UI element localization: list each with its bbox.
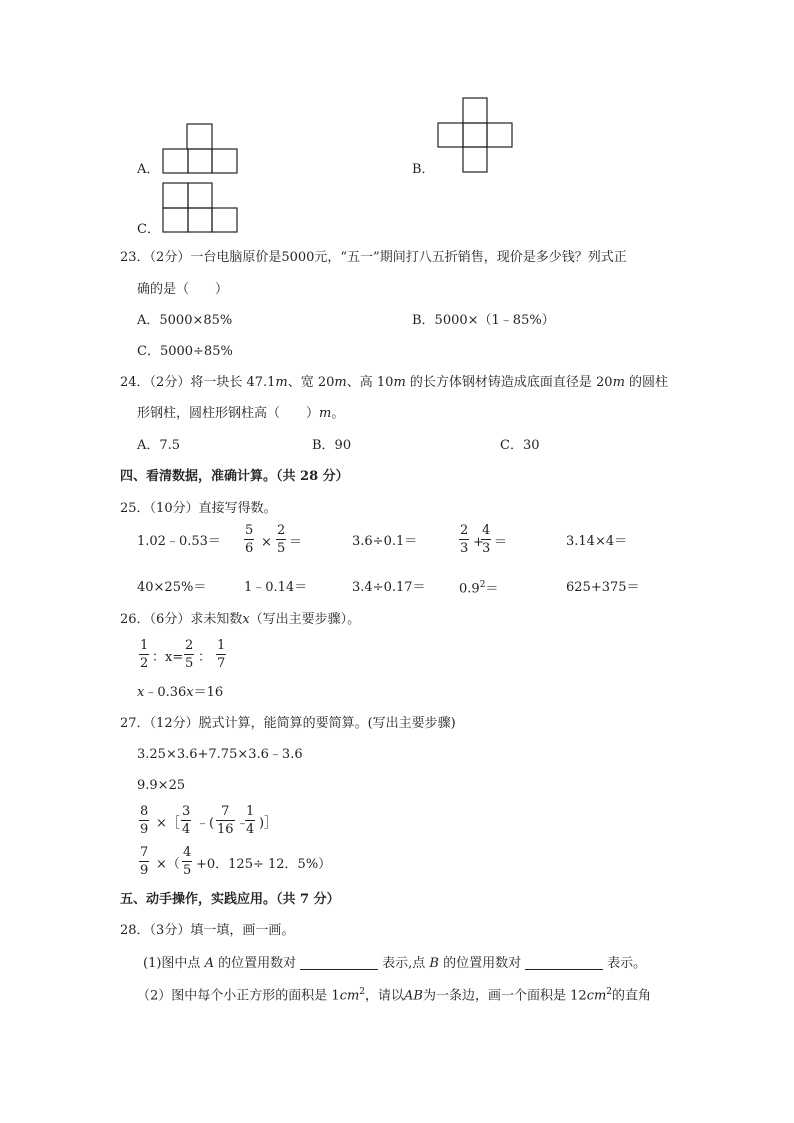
q28-answer-blank-b[interactable] xyxy=(525,957,603,970)
q23-text-line2: 确的是（ ） xyxy=(137,282,229,297)
q26-title: 26．（6分）求未知数x（写出主要步骤）。 xyxy=(120,612,361,627)
q23-option-b[interactable]: B．5000×（1﹣85%） xyxy=(412,313,555,328)
q27-expression-1: 3.25×3.6+7.75×3.6﹣3.6 xyxy=(137,747,303,762)
q23-text-line1: 23．（2分）一台电脑原价是5000元，“五一”期间打八五折销售，现价是多少钱？列式正 xyxy=(120,250,627,265)
q28-part2: （2）图中每个小正方形的面积是 $1cm^2$，请以AB为一条边，画一个面积是 $12cm^2$的直角 xyxy=(137,987,652,1004)
q27-e3-fraction-8-9: $\frac{8}{9}$ xyxy=(140,804,149,837)
q27-expression-2: 9.9×25 xyxy=(137,778,186,793)
q25-equals-1: ＝ xyxy=(289,535,303,550)
q25-times-sign: × xyxy=(261,535,272,550)
q22-option-b-label[interactable]: B． xyxy=(412,162,435,177)
q25-item-5: 3.14×4＝ xyxy=(566,534,628,549)
q28-part1: (1)图中点 A 的位置用数对 表示,点 B 的位置用数对 表示。 xyxy=(143,956,647,971)
q25-item-10: 625+375＝ xyxy=(566,580,640,595)
q22-option-c-figure xyxy=(162,182,240,234)
q27-e3-part4: )］ xyxy=(259,816,278,831)
q27-e3-part1: ×［ xyxy=(156,816,180,831)
q26-eq1-middle: ：x= xyxy=(152,650,184,665)
q27-e4-fraction-4-5: $\frac{4}{5}$ xyxy=(183,845,192,878)
q23-option-c[interactable]: C．5000÷85% xyxy=(137,344,233,359)
q22-option-a-label[interactable]: A． xyxy=(137,162,160,177)
q27-e3-fraction-3-4: $\frac{3}{4}$ xyxy=(182,804,191,837)
q25-fraction-5-6: $\frac{5}{6}$ xyxy=(245,523,254,556)
q24-option-a[interactable]: A．7.5 xyxy=(137,438,181,453)
q25-item-9: $0.9^2=$ xyxy=(459,580,499,597)
q24-option-c[interactable]: C．30 xyxy=(500,438,540,453)
q27-e4-part1: ×（ xyxy=(156,857,180,872)
q25-item-3: 3.6÷0.1＝ xyxy=(352,534,418,549)
q24-text-line1: 24．（2分）将一块长 47.1m、宽 20m、高 10m 的长方体钢材铸造成底面直径是 20m 的圆柱 xyxy=(120,375,669,390)
q27-e3-part3: ﹣ xyxy=(236,816,250,831)
q25-equals-2: ＝ xyxy=(494,535,508,550)
q25-fraction-2-3: $\frac{2}{3}$ xyxy=(460,523,469,556)
q27-e4-part2: +0．125÷ 12．5%） xyxy=(196,857,332,872)
q25-fraction-4-3: $\frac{4}{3}$ xyxy=(482,523,491,556)
q23-option-a[interactable]: A．5000×85% xyxy=(137,313,233,328)
q27-e3-part2: ﹣( xyxy=(196,816,215,831)
section5-heading: 五、动手操作，实践应用。（共 7 分） xyxy=(120,892,340,907)
q22-option-b-figure xyxy=(437,97,515,175)
q25-fraction-2-5: $\frac{2}{5}$ xyxy=(277,523,286,556)
q26-equation-2: x﹣0.36x＝16 xyxy=(137,685,224,700)
q25-title: 25．（10分）直接写得数。 xyxy=(120,501,277,516)
q27-e3-fraction-7-16: $\frac{7}{16}$ xyxy=(217,804,234,837)
q26-fraction-2-5: $\frac{2}{5}$ xyxy=(185,638,194,671)
q28-title: 28．（3分）填一填，画一画。 xyxy=(120,923,295,938)
q28-answer-blank-a[interactable] xyxy=(300,957,378,970)
q24-option-b[interactable]: B．90 xyxy=(312,438,352,453)
q25-item-1: 1.02﹣0.53＝ xyxy=(137,534,221,549)
q22-option-a-figure xyxy=(162,123,240,175)
q26-fraction-1-2: $\frac{1}{2}$ xyxy=(140,638,149,671)
q26-eq1-colon: ： xyxy=(198,650,212,665)
q27-e4-fraction-7-9: $\frac{7}{9}$ xyxy=(140,845,149,878)
q25-item-6: 40×25%＝ xyxy=(137,580,207,595)
q26-fraction-1-7: $\frac{1}{7}$ xyxy=(217,638,226,671)
q24-text-line2: 形钢柱，圆柱形钢柱高（ ）m。 xyxy=(137,406,345,421)
q25-item-8: 3.4÷0.17＝ xyxy=(352,580,426,595)
q25-item-7: 1﹣0.14＝ xyxy=(244,580,308,595)
q27-title: 27．（12分）脱式计算，能简算的要简算。(写出主要步骤) xyxy=(120,716,456,731)
section4-heading: 四、看清数据，准确计算。（共 28 分） xyxy=(120,469,349,484)
q25-plus-sign: + xyxy=(473,535,484,550)
q27-e3-fraction-1-4: $\frac{1}{4}$ xyxy=(246,804,255,837)
q22-option-c-label[interactable]: C． xyxy=(137,222,160,237)
